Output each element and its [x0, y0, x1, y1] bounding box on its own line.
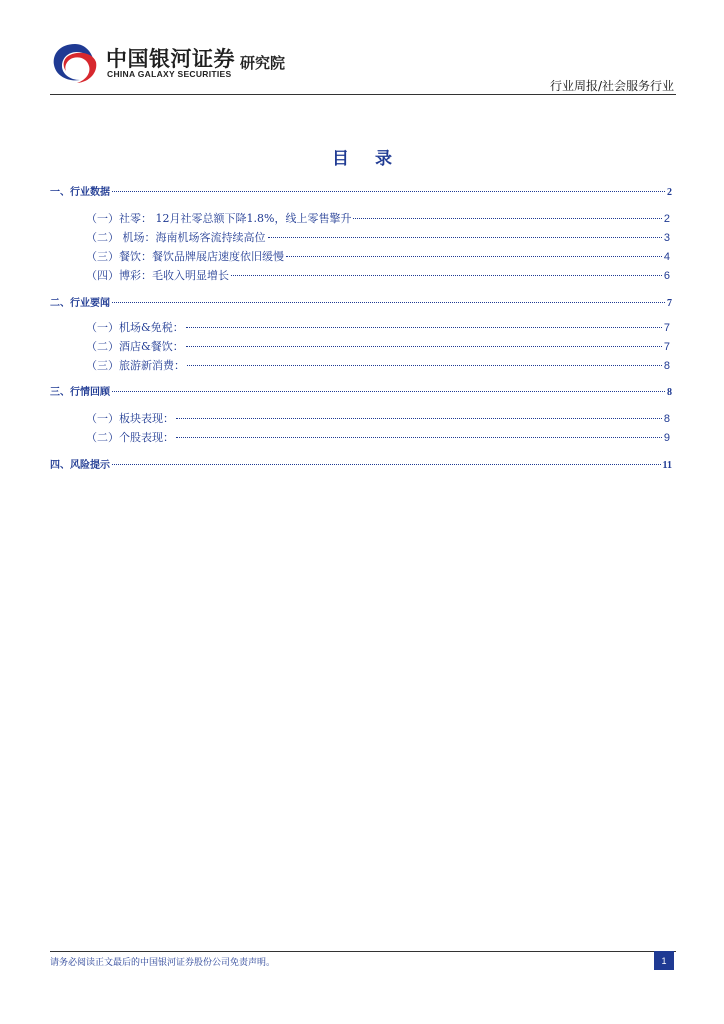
toc-section-link[interactable] — [50, 294, 672, 310]
toc-subsection-link[interactable] — [86, 429, 670, 445]
dot-leader — [176, 418, 662, 419]
toc-entry-page: 6 — [663, 270, 670, 282]
toc-section-link[interactable] — [50, 456, 672, 472]
dot-leader — [112, 464, 661, 465]
dot-leader — [186, 327, 662, 328]
toc-entry-page: 2 — [667, 187, 672, 198]
footer-divider — [50, 951, 676, 952]
toc-entry-page: 3 — [663, 232, 670, 244]
toc-entry-label: 四、风险提示 — [50, 460, 110, 471]
toc-entry-label: 一、行业数据 — [50, 187, 110, 198]
toc-subsection-link[interactable] — [86, 210, 670, 226]
disclaimer-notice: 请务必阅读正文最后的中国银河证券股份公司免责声明。 — [50, 958, 276, 968]
dot-leader — [186, 346, 662, 347]
toc-entry-label: （四）博彩：毛收入明显增长 — [86, 269, 229, 282]
toc-entry-label: 二、行业要闻 — [50, 298, 110, 309]
page-number: 1 — [654, 951, 674, 970]
toc-entry-label: （二） 机场：海南机场客流持续高位 — [86, 231, 266, 244]
toc-entry-page: 8 — [663, 413, 670, 425]
toc-entry-page: 7 — [663, 322, 670, 334]
toc-subsection-link[interactable] — [86, 229, 670, 245]
galaxy-logo-icon — [50, 40, 100, 86]
toc-entry-page: 11 — [662, 460, 672, 471]
dot-leader — [112, 191, 665, 192]
toc-entry-page: 8 — [663, 360, 670, 372]
toc-entry-label: （一）板块表现： — [86, 412, 174, 425]
toc-entry-page: 9 — [663, 432, 670, 444]
dot-leader — [268, 237, 662, 238]
page-header — [50, 38, 676, 94]
toc-subsection-link[interactable] — [86, 248, 670, 264]
toc-entry-label: （一）社零： 12月社零总额下降1.8%，线上零售擎升 — [86, 212, 352, 225]
toc-entry-label: （二）酒店&餐饮： — [86, 340, 184, 353]
institute-label: 研究院 — [240, 54, 286, 72]
toc-entry-page: 7 — [667, 298, 672, 309]
toc-section-link[interactable] — [50, 383, 672, 399]
dot-leader — [112, 391, 665, 392]
toc-entry-page: 7 — [663, 341, 670, 353]
toc-entry-page: 4 — [663, 251, 670, 263]
toc-subsection-link[interactable] — [86, 357, 670, 373]
toc-subsection-link[interactable] — [86, 267, 670, 283]
dot-leader — [231, 275, 662, 276]
toc-entry-label: （三）旅游新消费： — [86, 359, 185, 372]
header-divider — [50, 94, 676, 95]
toc-entry-label: （三）餐饮：餐饮品牌展店速度依旧缓慢 — [86, 250, 284, 263]
toc-section-link[interactable] — [50, 183, 672, 199]
toc-title: 目 录 — [332, 149, 402, 169]
brand-name-en: CHINA GALAXY SECURITIES — [107, 69, 232, 79]
dot-leader — [112, 302, 665, 303]
toc-entry-page: 2 — [663, 213, 670, 225]
toc-entry-label: 三、行情回顾 — [50, 387, 110, 398]
dot-leader — [353, 218, 661, 219]
toc-entry-label: （二）个股表现： — [86, 431, 174, 444]
report-type: 行业周报/社会服务行业 — [549, 79, 674, 93]
dot-leader — [187, 365, 662, 366]
toc-subsection-link[interactable] — [86, 338, 670, 354]
toc-subsection-link[interactable] — [86, 410, 670, 426]
toc-subsection-link[interactable] — [86, 319, 670, 335]
toc-entry-page: 8 — [667, 387, 672, 398]
dot-leader — [176, 437, 662, 438]
brand-name-cn: 中国银河证券 — [106, 47, 235, 71]
toc-entry-label: （一）机场&免税： — [86, 321, 184, 334]
dot-leader — [286, 256, 662, 257]
